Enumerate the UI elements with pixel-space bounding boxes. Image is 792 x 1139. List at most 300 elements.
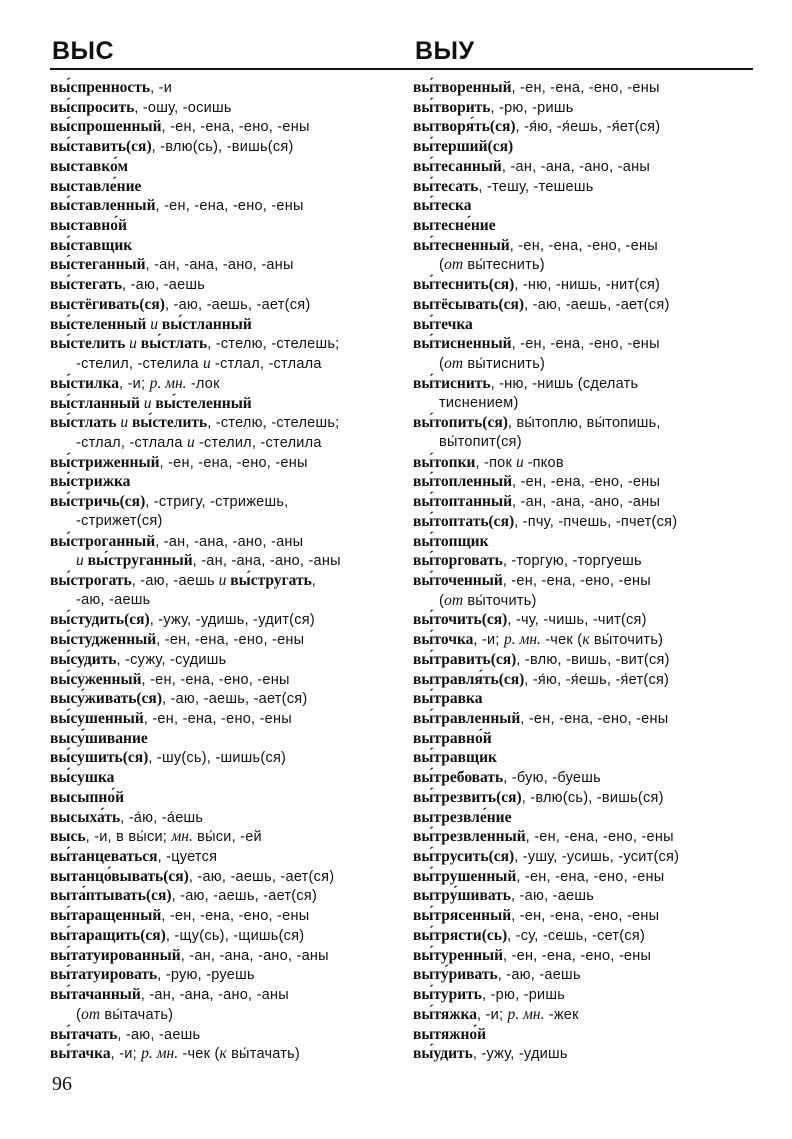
grammar-text: , -аю, -аешь: [511, 888, 595, 905]
italic-label: от: [81, 1005, 101, 1023]
headword: высу́живать(ся): [50, 690, 162, 708]
grammar-text: -стлал, -стлала: [76, 434, 187, 451]
headword: вы́трусить(ся): [413, 848, 515, 866]
headword: вытяжно́й: [413, 1025, 487, 1043]
dictionary-entry: [413, 748, 758, 768]
dictionary-entry: [50, 571, 402, 610]
headword: вы́теска: [413, 197, 472, 215]
entry-line: [50, 886, 402, 906]
headword: вытанцо́вывать(ся): [50, 867, 189, 885]
grammar-text: , -ен, -ена, -ено, -ены: [509, 237, 658, 254]
entry-line: [413, 1005, 758, 1025]
headword: вы́трезвить(ся): [413, 788, 522, 806]
grammar-text: , -бую, -буешь: [503, 770, 601, 787]
dictionary-entry: [50, 906, 402, 926]
entry-line: [413, 216, 758, 236]
dictionary-entry: [413, 492, 758, 512]
grammar-text: , -и: [150, 80, 173, 96]
headword: вы́топтать(ся): [413, 512, 515, 530]
italic-label: и: [202, 355, 211, 373]
grammar-text: , -ен, -ена, -ено, -ены: [156, 632, 305, 649]
grammar-text: , -стелю, -стелешь;: [207, 336, 340, 353]
entry-line: [50, 98, 402, 118]
dictionary-entry: [50, 394, 402, 414]
grammar-text: , -цуется: [157, 849, 218, 866]
grammar-text: , -аю, -аешь, -ает(ся): [188, 868, 335, 885]
dictionary-entry: [413, 827, 758, 847]
entry-line: [50, 275, 402, 295]
headword: вы́стричь(ся): [50, 493, 146, 511]
italic-label: р. мн.: [507, 1005, 545, 1023]
entry-line: [413, 374, 758, 394]
entry-line: [50, 709, 402, 729]
grammar-text: , -ан, -ана, -ано, -аны: [501, 158, 651, 175]
dictionary-entry: [413, 275, 758, 295]
grammar-text: вы́теснить): [463, 257, 545, 274]
grammar-text: вы́тачать): [226, 1046, 301, 1063]
dictionary-entry: [413, 1005, 758, 1025]
headword: вы́творенный: [413, 79, 512, 96]
grammar-text: , -ошу, -осишь: [134, 99, 232, 116]
grammar-text: , -ен, -ена, -ено, -ены: [502, 572, 651, 589]
grammar-text: -лок: [186, 375, 220, 392]
headword: вы́стрижка: [50, 473, 131, 491]
grammar-text: , -ен, -ена, -ено, -ены: [511, 908, 660, 925]
dictionary-entry: [413, 295, 758, 315]
dictionary-entry: [50, 689, 402, 709]
entry-continuation-line: [413, 433, 758, 453]
headword: вы́ставщик: [50, 236, 133, 254]
grammar-text: , -влю, -вишь, -вит(ся): [516, 651, 670, 668]
dictionary-entry: [50, 847, 402, 867]
grammar-text: , -а́ю, -а́ешь: [120, 809, 204, 826]
dictionary-entry: [413, 610, 758, 630]
dictionary-entry: [50, 926, 402, 946]
headword: вы́сушка: [50, 769, 115, 787]
dictionary-entry: [413, 650, 758, 670]
grammar-text: , -ню, -нишь (сделать: [490, 375, 639, 392]
dictionary-entry: [413, 709, 758, 729]
entry-line: [413, 413, 758, 433]
dictionary-entry: [413, 472, 758, 492]
dictionary-entry: [413, 670, 758, 690]
dictionary-entry: [413, 374, 758, 413]
grammar-text: , -рую, -руешь: [157, 967, 255, 984]
headword: вытру́шивать: [413, 887, 511, 905]
dictionary-entry: [413, 946, 758, 966]
italic-label: от: [444, 256, 464, 274]
dictionary-entry: [413, 551, 758, 571]
grammar-text: , -и;: [110, 1046, 142, 1063]
grammar-text: , -и, в вы́си;: [85, 829, 172, 846]
headword: вы́стлать: [140, 335, 208, 353]
headword: высь: [50, 828, 86, 846]
headword: вы́турить: [413, 986, 482, 1004]
dictionary-entry: [413, 236, 758, 275]
headword: вы́творить: [413, 98, 491, 116]
grammar-text: , -пчу, -пчешь, -пчет(ся): [514, 513, 678, 530]
grammar-text: , -аю, -аешь: [131, 572, 215, 589]
entry-line: [413, 709, 758, 729]
grammar-text: , -ню, -нишь, -нит(ся): [514, 277, 661, 294]
entry-line: [413, 1025, 758, 1045]
entry-line: [50, 255, 402, 275]
entry-line: [50, 334, 402, 354]
dictionary-entry: [413, 98, 758, 118]
entry-line: [50, 1044, 402, 1064]
grammar-text: , -аю, -аешь, -ает(ся): [524, 296, 670, 313]
entry-line: [413, 689, 758, 709]
dictionary-entry: [50, 413, 402, 452]
entry-line: [413, 334, 758, 354]
headword: выставно́й: [50, 217, 127, 235]
entry-line: [413, 965, 758, 985]
headword: вы́трушенный: [413, 867, 517, 885]
grammar-text: , -ан, -ана, -ано, -аны: [145, 257, 294, 274]
headword: вы́тачать: [50, 1025, 118, 1043]
dictionary-entry: [50, 196, 402, 216]
grammar-text: , -ан, -ана, -ано, -аны: [192, 553, 341, 570]
grammar-text: , -рю, -ришь: [490, 99, 574, 116]
grammar-text: вы́топит(ся): [439, 433, 522, 450]
italic-label: от: [444, 355, 464, 373]
dictionary-entry: [50, 709, 402, 729]
dictionary-entry: [413, 177, 758, 197]
headword: вы́требовать: [413, 769, 504, 787]
italic-label: р. мн.: [149, 374, 187, 392]
entry-line: [50, 867, 402, 887]
entry-line: [50, 196, 402, 216]
grammar-text: , -стригу, -стрижешь,: [145, 494, 289, 511]
entry-line: [413, 867, 758, 887]
entry-line: [50, 1025, 402, 1045]
dictionary-entry: [50, 1025, 402, 1045]
headword: вы́студженный: [50, 631, 157, 649]
dictionary-entry: [50, 965, 402, 985]
entry-line: [413, 946, 758, 966]
dictionary-entry: [413, 1044, 758, 1064]
running-head-right: ВЫУ: [415, 37, 475, 65]
italic-label: и: [125, 335, 141, 353]
dictionary-entry: [50, 650, 402, 670]
entry-continuation-line: [50, 433, 402, 453]
italic-label: р. мн.: [141, 1045, 179, 1063]
entry-line: [413, 98, 758, 118]
italic-label: и: [116, 414, 132, 432]
headword: вы́спросить: [50, 98, 135, 116]
headword: вы́стилка: [50, 374, 120, 392]
entry-line: [50, 630, 402, 650]
entry-line: [413, 1044, 758, 1064]
entry-line: [50, 808, 402, 828]
dictionary-entry: [50, 472, 402, 492]
headword: вы́трезвленный: [413, 828, 526, 846]
headword: вы́стелить: [131, 414, 208, 432]
entry-continuation-line: [413, 354, 758, 374]
grammar-text: -стрижет(ся): [76, 512, 163, 529]
headword: вы́теснить(ся): [413, 276, 515, 294]
grammar-text: вы́тачать): [100, 1006, 174, 1023]
grammar-text: (: [76, 1006, 82, 1023]
dictionary-entry: [413, 117, 758, 137]
dictionary-entry: [50, 78, 402, 98]
entry-continuation-line: [413, 394, 758, 414]
italic-label: от: [444, 591, 464, 609]
page-number: 96: [52, 1073, 72, 1095]
dictionary-entry: [50, 867, 402, 887]
grammar-text: (: [439, 257, 445, 274]
dictionary-entry: [50, 295, 402, 315]
entry-line: [50, 788, 402, 808]
headword: выставле́ние: [50, 177, 142, 195]
dictionary-entry: [413, 571, 758, 610]
grammar-text: , -ен, -ена, -ено, -ены: [512, 474, 661, 491]
headword: вытёсывать(ся): [413, 295, 525, 313]
grammar-text: , -сужу, -судишь: [116, 651, 227, 668]
headword: вы́суженный: [50, 670, 142, 688]
headword: вы́тяжка: [413, 1005, 477, 1023]
headword: вы́спренность: [50, 79, 151, 96]
headword: вы́татуированный: [50, 946, 181, 964]
headword: вы́торговать: [413, 552, 503, 570]
headword: вы́течка: [413, 315, 473, 333]
grammar-text: -аю, -аешь: [76, 591, 151, 608]
entry-line: [413, 236, 758, 256]
italic-label: к: [582, 631, 590, 649]
grammar-text: , -ен, -ена, -ено, -ены: [141, 671, 290, 688]
italic-label: и: [146, 315, 162, 333]
grammar-text: , -аю, -аешь, -ает(ся): [161, 691, 308, 708]
entry-line: [50, 906, 402, 926]
dictionary-entry: [50, 157, 402, 177]
entry-line: [50, 768, 402, 788]
grammar-text: , -аю, -аешь: [122, 277, 206, 294]
headword: вы́стланный: [50, 394, 140, 412]
entry-line: [50, 571, 402, 591]
entry-line: [50, 748, 402, 768]
grammar-text: , -ен, -ена, -ено, -ены: [511, 80, 660, 96]
headword: вы́тиснить: [413, 374, 491, 392]
grammar-text: вы́точить): [589, 632, 664, 649]
dictionary-entry: [413, 689, 758, 709]
left-column: [50, 78, 402, 1064]
headword: вы́тесненный: [413, 236, 510, 254]
grammar-text: (: [439, 592, 445, 609]
headword: вы́таращенный: [50, 907, 162, 925]
italic-label: и: [214, 571, 231, 589]
grammar-text: , -ен, -ена, -ено, -ены: [161, 908, 310, 925]
headword: вытворя́ть(ся): [413, 118, 516, 136]
headword: вы́тачанный: [50, 986, 141, 1004]
headword: высыха́ть: [50, 808, 121, 826]
grammar-text: , -ушу, -усишь, -усит(ся): [514, 849, 680, 866]
headword: вы́стланный: [161, 315, 252, 333]
headword: вы́сушить(ся): [50, 749, 149, 767]
entry-line: [50, 610, 402, 630]
headword: высу́шивание: [50, 729, 148, 747]
grammar-text: , -ен, -ена, -ено, -ены: [525, 829, 674, 846]
dictionary-entry: [50, 334, 402, 373]
entry-line: [50, 137, 402, 157]
entry-line: [50, 236, 402, 256]
entry-line: [413, 768, 758, 788]
entry-line: [413, 295, 758, 315]
grammar-text: , -ен, -ена, -ено, -ены: [516, 868, 665, 885]
headword: вытравля́ть(ся): [413, 670, 525, 688]
dictionary-entry: [413, 78, 758, 98]
italic-label: р. мн.: [503, 631, 541, 649]
dictionary-entry: [413, 137, 758, 157]
grammar-text: , вы́топлю, вы́топишь,: [507, 415, 661, 432]
entry-continuation-line: [50, 354, 402, 374]
entry-line: [413, 847, 758, 867]
headword: вы́татуировать: [50, 966, 158, 984]
headword: вы́топщик: [413, 532, 489, 550]
grammar-text: , -ен, -ена, -ено, -ены: [161, 119, 310, 136]
grammar-text: , -ен, -ена, -ено, -ены: [503, 947, 652, 964]
grammar-text: , -и;: [119, 375, 150, 392]
entry-line: [50, 394, 402, 414]
headword: выта́птывать(ся): [50, 887, 172, 905]
entry-line: [50, 492, 402, 512]
grammar-text: , -су, -сешь, -сет(ся): [507, 927, 646, 944]
entry-line: [50, 117, 402, 137]
headword: вы́травить(ся): [413, 650, 517, 668]
dictionary-entry: [413, 413, 758, 452]
grammar-text: , -ужу, -удишь: [472, 1046, 568, 1063]
entry-line: [413, 137, 758, 157]
headword: вы́таращить(ся): [50, 926, 166, 944]
grammar-text: , -аю, -аешь, -ает(ся): [171, 888, 318, 905]
entry-line: [413, 551, 758, 571]
dictionary-entry: [50, 216, 402, 236]
headword: вы́стриженный: [50, 453, 160, 471]
grammar-text: , -я́ю, -я́ешь, -я́ет(ся): [515, 119, 661, 136]
entry-line: [413, 985, 758, 1005]
headword: вы́топленный: [413, 473, 513, 491]
entry-line: [413, 492, 758, 512]
entry-line: [50, 965, 402, 985]
headword: вытрезвле́ние: [413, 808, 512, 826]
grammar-text: , -ен, -ена, -ено, -ены: [511, 336, 660, 353]
grammar-text: , -ан, -ана, -ано, -аны: [140, 987, 289, 1004]
headword: вы́травка: [413, 690, 483, 708]
headword: вы́стеленный: [155, 394, 252, 412]
grammar-text: -чек (: [178, 1046, 220, 1063]
dictionary-entry: [50, 808, 402, 828]
header-rule: [50, 68, 753, 70]
dictionary-entry: [413, 926, 758, 946]
headword: вытравно́й: [413, 729, 492, 747]
entry-line: [50, 650, 402, 670]
grammar-text: , -аю, -аешь: [117, 1026, 201, 1043]
grammar-text: , -я́ю, -я́ешь, -я́ет(ся): [524, 671, 670, 688]
grammar-text: , -чу, -чишь, -чит(ся): [507, 612, 647, 629]
headword: вы́точить(ся): [413, 611, 508, 629]
headword: вы́стругать: [230, 571, 312, 589]
headword: вы́стегать: [50, 276, 123, 294]
dictionary-entry: [413, 886, 758, 906]
grammar-text: -жек: [544, 1006, 579, 1023]
headword: вы́стелить: [50, 335, 126, 353]
headword: вы́туренный: [413, 946, 504, 964]
grammar-text: , -ен, -ена, -ено, -ены: [143, 711, 292, 727]
dictionary-entry: [50, 315, 402, 335]
grammar-text: , -ен, -ена, -ено, -ены: [155, 198, 304, 215]
grammar-text: , -торгую, -торгуешь: [502, 553, 642, 570]
headword: вы́трясти(сь): [413, 926, 508, 944]
headword: вы́студить(ся): [50, 611, 150, 629]
entry-line: [413, 630, 758, 650]
entry-line: [413, 650, 758, 670]
grammar-text: , -влю(сь), -вишь(ся): [151, 139, 294, 156]
dictionary-entry: [50, 177, 402, 197]
entry-line: [413, 906, 758, 926]
dictionary-entry: [413, 315, 758, 335]
entry-line: [50, 532, 402, 552]
headword: вы́стлать: [50, 414, 117, 432]
entry-line: [413, 157, 758, 177]
grammar-text: -чек (: [540, 632, 583, 649]
dictionary-entry: [50, 610, 402, 630]
grammar-text: вы́тиснить): [463, 356, 546, 373]
dictionary-entry: [50, 827, 402, 847]
entry-line: [50, 985, 402, 1005]
headword: вы́топтанный: [413, 493, 513, 511]
dictionary-entry: [50, 236, 402, 256]
right-column: [413, 78, 758, 1064]
entry-line: [50, 374, 402, 394]
headword: вы́трясенный: [413, 907, 512, 925]
entry-continuation-line: [413, 255, 758, 275]
entry-line: [50, 847, 402, 867]
entry-line: [413, 472, 758, 492]
entry-line: [413, 808, 758, 828]
entry-line: [50, 157, 402, 177]
entry-line: [413, 729, 758, 749]
entry-continuation-line: [50, 1005, 402, 1025]
headword: вы́тесать: [413, 177, 479, 195]
entry-continuation-line: [50, 591, 402, 611]
grammar-text: , -ен, -ена, -ено, -ены: [159, 454, 308, 471]
italic-label: и: [76, 552, 88, 570]
dictionary-entry: [50, 137, 402, 157]
dictionary-entry: [413, 157, 758, 177]
entry-line: [50, 315, 402, 335]
entry-line: [50, 729, 402, 749]
entry-continuation-line: [50, 551, 402, 571]
entry-line: [413, 827, 758, 847]
headword: вытесне́ние: [413, 217, 496, 235]
dictionary-entry: [413, 532, 758, 552]
dictionary-entry: [413, 630, 758, 650]
grammar-text: , -шу(сь), -шишь(ся): [148, 750, 287, 767]
dictionary-entry: [413, 216, 758, 236]
entry-line: [413, 117, 758, 137]
grammar-text: , -ан, -ана, -ано, -аны: [180, 947, 329, 964]
italic-label: мн.: [171, 828, 193, 846]
headword: вы́тисненный: [413, 335, 512, 353]
dictionary-entry: [413, 196, 758, 216]
headword: вы́травленный: [413, 710, 521, 727]
grammar-text: , -аю, -аешь, -ает(ся): [164, 296, 311, 313]
entry-line: [413, 610, 758, 630]
entry-line: [50, 295, 402, 315]
headword: вы́топить(ся): [413, 414, 508, 432]
headword: вы́сушенный: [50, 710, 144, 727]
dictionary-entry: [413, 906, 758, 926]
dictionary-entry: [50, 946, 402, 966]
